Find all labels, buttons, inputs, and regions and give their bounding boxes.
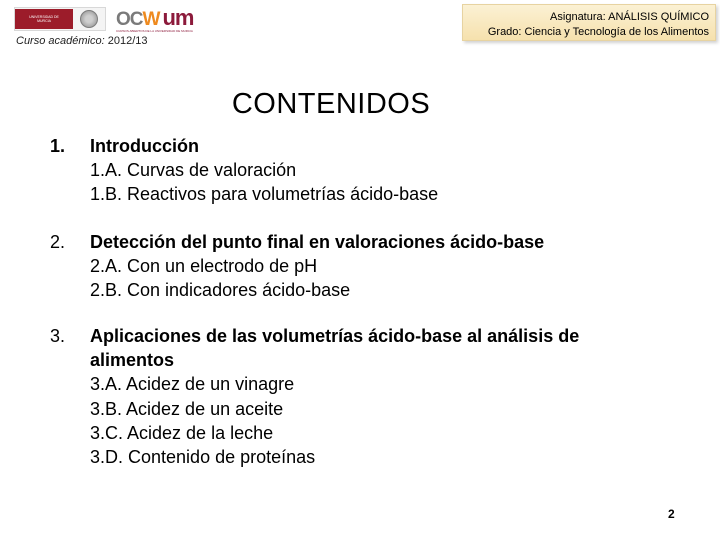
section-body [90,134,690,207]
subject-name: Asignatura: ANÁLISIS QUÍMICO [550,11,709,23]
university-seal-icon [80,10,98,28]
academic-year [16,35,147,47]
section-number: 1. [50,136,66,156]
degree-name: Grado: Ciencia y Tecnología de los Alimentos [487,26,709,38]
section-item: 3.C. Acidez de la leche [90,422,274,443]
section-item: 1.B. Reactivos para volumetrías ácido-base [90,184,439,205]
section-item: 3.B. Acidez de un aceite [90,398,284,419]
university-logo-line-2: MURCIA [37,19,51,23]
university-logo-line-1: UNIVERSIDAD DE [29,14,59,19]
section-item: 3.D. Contenido de proteínas [90,447,316,468]
section-number: 3. [50,326,66,346]
ocw-logo-tagline: CURSOS ABIERTOS DE LA UNIVERSIDAD DE MURCIA [116,29,193,33]
section-item: 3.A. Acidez de un vinagre [90,374,295,395]
academic-year-value: 2012/13 [107,35,148,47]
section-body [90,230,690,303]
section-heading-continued: alimentos [90,350,175,371]
section-item: 2.B. Con indicadores ácido-base [90,280,351,301]
section-item: 1.A. Curvas de valoración [90,160,297,181]
section-number: 2. [50,232,66,252]
university-logo [14,7,106,31]
section-body [90,324,690,469]
university-logo-wordmark [15,9,73,29]
page-title: CONTENIDOS [231,88,431,120]
academic-year-label: Curso académico: [16,35,105,47]
page-number: 2 [668,507,675,521]
subject-box [462,4,716,41]
section-heading: Introducción [90,136,199,156]
ocw-logo [116,5,193,33]
ocw-logo-wordmark [116,5,193,31]
section-heading: Detección del punto final en valoraciones ácido-base [90,232,545,252]
ocw-logo-oc: OC [116,9,143,30]
section-heading: Aplicaciones de las volumetrías ácido-base al análisis de [90,326,580,346]
ocw-logo-um: um [162,5,194,30]
section-item: 2.A. Con un electrodo de pH [90,256,318,277]
ocw-logo-w: W [142,9,161,30]
header-logos [14,6,193,32]
